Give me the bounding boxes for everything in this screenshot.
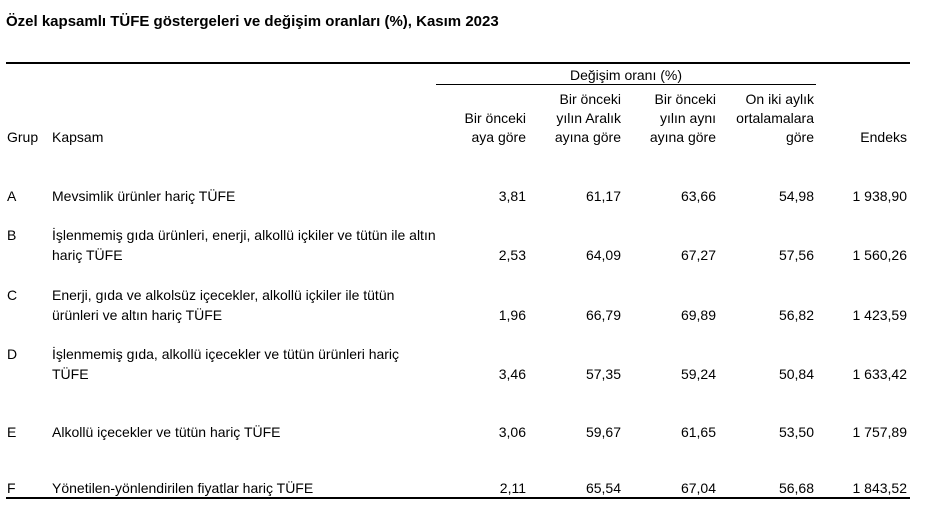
change-rate-group-title: Değişim oranı (%) xyxy=(569,67,683,83)
row-d-kapsam: İşlenmemiş gıda, alkollü içecekler ve tütün ürünleri hariç TÜFE xyxy=(52,346,400,382)
header-col3-line1: Bir önceki xyxy=(654,91,716,107)
row-b-col1: 2,53 xyxy=(498,247,526,263)
row-d-col1: 3,46 xyxy=(498,366,526,382)
row-f-endeks: 1 843,52 xyxy=(852,480,907,496)
row-d-col4: 50,84 xyxy=(778,366,814,382)
row-f-col4: 56,68 xyxy=(778,480,814,496)
row-e-col1: 3,06 xyxy=(498,424,526,440)
header-col3 xyxy=(626,90,716,147)
header-col1-line1: Bir önceki xyxy=(464,110,526,126)
header-col2-line2: yılın Aralık xyxy=(556,110,621,126)
row-c-col2: 66,79 xyxy=(585,307,621,323)
row-d-grup: D xyxy=(7,346,18,362)
header-col3-line2: yılın aynı xyxy=(659,110,716,126)
change-rate-group-rule xyxy=(436,84,816,85)
header-col4 xyxy=(716,90,814,147)
row-e-col2: 59,67 xyxy=(585,424,621,440)
row-c-endeks: 1 423,59 xyxy=(852,307,907,323)
row-d-col2: 57,35 xyxy=(585,366,621,382)
row-e-col4: 53,50 xyxy=(778,424,814,440)
row-b-col3: 67,27 xyxy=(680,247,716,263)
row-a-col4: 54,98 xyxy=(778,188,814,204)
row-c-col1: 1,96 xyxy=(498,307,526,323)
table-top-rule xyxy=(6,62,910,64)
row-e-kapsam: Alkollü içecekler ve tütün hariç TÜFE xyxy=(52,424,281,440)
header-col2-line1: Bir önceki xyxy=(559,91,621,107)
header-col2-line3: ayına göre xyxy=(554,129,621,145)
table-bottom-rule xyxy=(6,497,910,499)
row-f-col1: 2,11 xyxy=(499,480,526,496)
row-b-kapsam: İşlenmemiş gıda ürünleri, enerji, alkollü içkiler ve tütün ile altın hariç TÜFE xyxy=(52,227,436,263)
header-col2 xyxy=(531,90,621,147)
header-col4-line3: göre xyxy=(785,129,814,145)
row-e-grup: E xyxy=(7,424,17,440)
row-f-grup: F xyxy=(7,480,16,496)
row-b-endeks: 1 560,26 xyxy=(852,247,907,263)
row-a-kapsam: Mevsimlik ürünler hariç TÜFE xyxy=(52,188,236,204)
header-grup: Grup xyxy=(7,129,39,145)
row-b-grup: B xyxy=(7,227,17,243)
header-col1-line2: aya göre xyxy=(471,129,526,145)
row-c-col3: 69,89 xyxy=(680,307,716,323)
row-c-col4: 56,82 xyxy=(778,307,814,323)
page-title: Özel kapsamlı TÜFE göstergeleri ve değişim oranları (%), Kasım 2023 xyxy=(6,13,499,30)
header-endeks: Endeks xyxy=(860,129,907,145)
row-e-endeks: 1 757,89 xyxy=(852,424,907,440)
row-c-grup: C xyxy=(7,287,18,303)
row-f-col3: 67,04 xyxy=(680,480,716,496)
row-f-col2: 65,54 xyxy=(585,480,621,496)
header-col4-line2: ortalamalara xyxy=(736,110,814,126)
row-a-col1: 3,81 xyxy=(498,188,526,204)
header-col1 xyxy=(436,109,526,147)
row-a-col2: 61,17 xyxy=(585,188,621,204)
row-f-kapsam: Yönetilen-yönlendirilen fiyatlar hariç TÜFE xyxy=(52,480,314,496)
row-a-grup: A xyxy=(7,188,17,204)
row-a-col3: 63,66 xyxy=(680,188,716,204)
header-col4-line1: On iki aylık xyxy=(745,91,814,107)
row-b-col2: 64,09 xyxy=(585,247,621,263)
header-col3-line3: ayına göre xyxy=(649,129,716,145)
row-b-col4: 57,56 xyxy=(778,247,814,263)
row-e-col3: 61,65 xyxy=(680,424,716,440)
row-d-endeks: 1 633,42 xyxy=(852,366,907,382)
row-d-col3: 59,24 xyxy=(680,366,716,382)
row-c-kapsam: Enerji, gıda ve alkolsüz içecekler, alkollü içkiler ile tütün ürünleri ve altın hariç TÜFE xyxy=(52,287,395,323)
header-kapsam: Kapsam xyxy=(52,129,104,145)
row-a-endeks: 1 938,90 xyxy=(852,188,907,204)
